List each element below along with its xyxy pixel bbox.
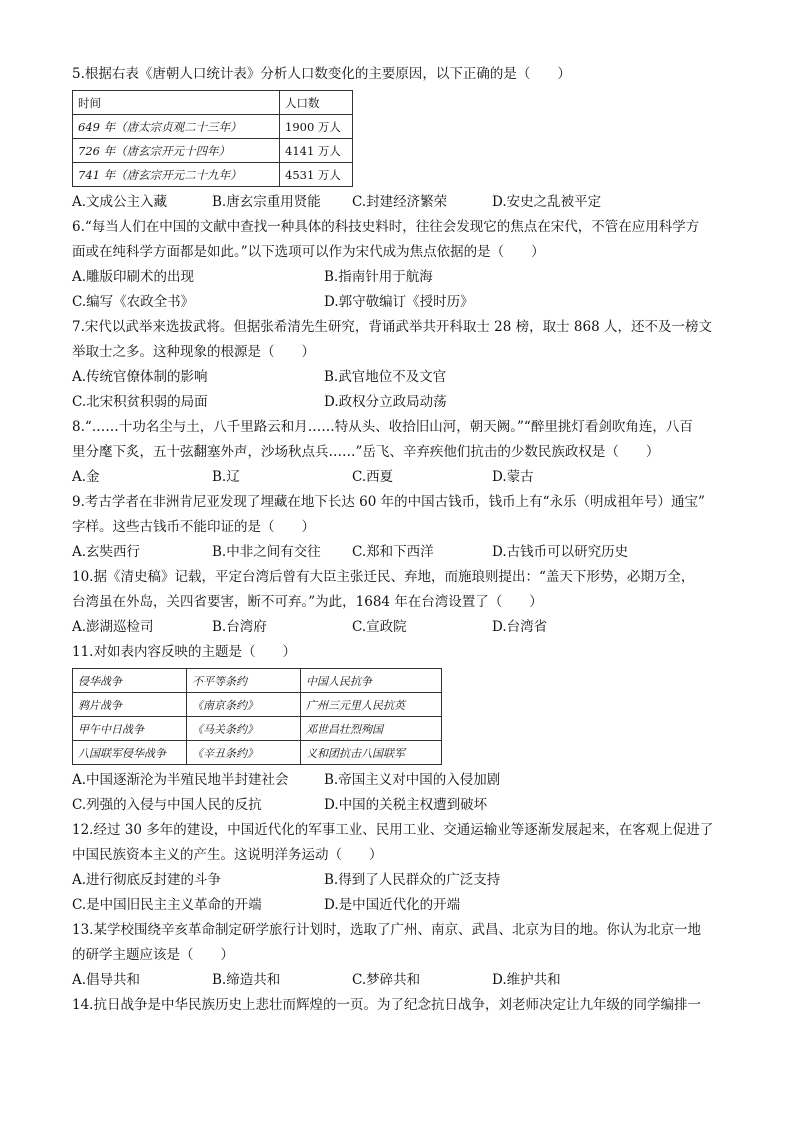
table-header-cell: 人口数 xyxy=(280,91,353,115)
option-d: D.安史之乱被平定 xyxy=(492,194,602,210)
table-header-cell: 侵华战争 xyxy=(73,669,187,693)
table-cell: 4531 万人 xyxy=(280,163,353,187)
question-8-options xyxy=(72,465,732,490)
option-d: D.郭守敬编订《授时历》 xyxy=(324,294,474,310)
table-cell: 《马关条约》 xyxy=(187,717,301,741)
option-c: C.是中国旧民主主义革命的开端 xyxy=(72,897,262,913)
question-5-stem: 5.根据右表《唐朝人口统计表》分析人口数变化的主要原因，以下正确的是（ ） xyxy=(72,66,571,82)
option-b: B.辽 xyxy=(212,469,240,485)
option-b: B.唐玄宗重用贤能 xyxy=(212,194,321,210)
option-c: C.宣政院 xyxy=(352,619,407,635)
table-header-row xyxy=(73,91,353,115)
option-d: D.政权分立政局动荡 xyxy=(324,394,447,410)
question-7-options-row2 xyxy=(72,390,732,415)
table-cell: 《南京条约》 xyxy=(187,693,301,717)
option-b: B.帝国主义对中国的入侵加剧 xyxy=(324,772,501,788)
stem-line: 字样。这些古钱币不能印证的是（ ） xyxy=(72,519,315,535)
option-c: C.编写《农政全书》 xyxy=(72,294,195,310)
stem-line: 举取士之多。这种现象的根源是（ ） xyxy=(72,344,315,360)
question-9-options xyxy=(72,540,732,565)
table-cell: 八国联军侵华战争 xyxy=(73,741,187,765)
option-b: B.台湾府 xyxy=(212,619,267,635)
option-b: B.得到了人民群众的广泛支持 xyxy=(324,872,501,888)
question-14-stem: 14.抗日战争是中华民族历史上悲壮而辉煌的一页。为了纪念抗日战争，刘老师决定让九年级的同学编排一 xyxy=(72,997,701,1013)
option-d: D.古钱币可以研究历史 xyxy=(492,544,629,560)
option-c: C.北宋积贫积弱的局面 xyxy=(72,394,208,410)
option-d: D.是中国近代化的开端 xyxy=(324,897,461,913)
stem-line: 9.考古学者在非洲肯尼亚发现了埋藏在地下长达 60 年的中国古钱币，钱币上有“永乐（明成祖年号）通宝” xyxy=(72,494,705,510)
stem-line: 中国民族资本主义的产生。这说明洋务运动（ ） xyxy=(72,847,383,863)
option-a: A.倡导共和 xyxy=(72,972,141,988)
option-d: D.中国的关税主权遭到破坏 xyxy=(324,797,488,813)
table-cell: 鸦片战争 xyxy=(73,693,187,717)
option-c: C.郑和下西洋 xyxy=(352,544,434,560)
stem-line: 台湾虽在外岛，关四省要害，断不可弃。”为此，1684 年在台湾设置了（ ） xyxy=(72,594,543,610)
option-b: B.缔造共和 xyxy=(212,972,281,988)
table-row xyxy=(73,139,353,163)
question-11-options-row2 xyxy=(72,793,732,818)
table-row xyxy=(73,717,442,741)
option-a: A.玄奘西行 xyxy=(72,544,141,560)
table-cell: 广州三元里人民抗英 xyxy=(301,693,442,717)
option-d: D.维护共和 xyxy=(492,972,561,988)
question-5-options xyxy=(72,190,732,215)
question-7-stem xyxy=(72,315,732,365)
table-cell: 726 年（唐玄宗开元十四年） xyxy=(73,139,280,163)
table-header-cell: 时间 xyxy=(73,91,280,115)
question-11-options-row1 xyxy=(72,768,732,793)
table-header-cell: 不平等条约 xyxy=(187,669,301,693)
option-b: B.指南针用于航海 xyxy=(324,269,433,285)
table-cell: 741 年（唐玄宗开元二十九年） xyxy=(73,163,280,187)
stem-line: 6.“每当人们在中国的文献中查找一种具体的科技史料时，往往会发现它的焦点在宋代，不管在应用科学方 xyxy=(72,219,700,235)
question-11-stem: 11.对如表内容反映的主题是（ ） xyxy=(72,644,296,660)
option-b: B.武官地位不及文官 xyxy=(324,369,447,385)
stem-line: 7.宋代以武举来选拔武将。但据张希清先生研究，背诵武举共开科取士 28 榜，取士 868 人，还不及一榜文 xyxy=(72,319,712,335)
table-cell: 4141 万人 xyxy=(280,139,353,163)
option-c: C.西夏 xyxy=(352,469,394,485)
question-12-options-row1 xyxy=(72,868,732,893)
table-header-row xyxy=(73,669,442,693)
option-a: A.传统官僚体制的影响 xyxy=(72,369,208,385)
option-a: A.文成公主入藏 xyxy=(72,194,168,210)
stem-line: 面或在纯科学方面都是如此。”以下选项可以作为宋代成为焦点依据的是（ ） xyxy=(72,244,545,260)
table-cell: 《辛丑条约》 xyxy=(187,741,301,765)
question-8-stem xyxy=(72,415,732,465)
question-12-stem xyxy=(72,818,732,868)
table-cell: 甲午中日战争 xyxy=(73,717,187,741)
question-13-options xyxy=(72,968,732,993)
option-c: C.封建经济繁荣 xyxy=(352,194,448,210)
table-cell: 邓世昌壮烈殉国 xyxy=(301,717,442,741)
option-a: A.澎湖巡检司 xyxy=(72,619,154,635)
question-10-stem xyxy=(72,565,732,615)
question-13-stem xyxy=(72,918,732,968)
option-a: A.中国逐渐沦为半殖民地半封建社会 xyxy=(72,772,289,788)
question-6-stem xyxy=(72,215,732,265)
tang-population-table xyxy=(72,90,353,187)
option-d: D.蒙古 xyxy=(492,469,534,485)
question-10-options xyxy=(72,615,732,640)
stem-line: 里分麾下炙，五十弦翻塞外声，沙场秋点兵……”岳飞、辛弃疾他们抗击的少数民族政权是（ ） xyxy=(72,444,660,460)
stem-line: 13.某学校围绕辛亥革命制定研学旅行计划时，选取了广州、南京、武昌、北京为目的地。你认为北京一地 xyxy=(72,922,701,938)
table-cell: 义和团抗击八国联军 xyxy=(301,741,442,765)
table-row xyxy=(73,741,442,765)
question-6-options-row2 xyxy=(72,290,732,315)
option-a: A.雕版印刷术的出现 xyxy=(72,269,195,285)
option-a: A.进行彻底反封建的斗争 xyxy=(72,872,222,888)
table-header-cell: 中国人民抗争 xyxy=(301,669,442,693)
option-b: B.中非之间有交往 xyxy=(212,544,321,560)
question-6-options-row1 xyxy=(72,265,732,290)
option-c: C.梦碎共和 xyxy=(352,972,421,988)
option-c: C.列强的入侵与中国人民的反抗 xyxy=(72,797,262,813)
invasion-resistance-table xyxy=(72,668,442,765)
table-cell: 1900 万人 xyxy=(280,115,353,139)
option-a: A.金 xyxy=(72,469,100,485)
stem-line: 10.据《清史稿》记载，平定台湾后曾有大臣主张迁民、弃地，而施琅则提出：“盖天下形势，必期万全， xyxy=(72,569,695,585)
question-7-options-row1 xyxy=(72,365,732,390)
option-d: D.台湾省 xyxy=(492,619,548,635)
question-9-stem xyxy=(72,490,732,540)
stem-line: 12.经过 30 多年的建设，中国近代化的军事工业、民用工业、交通运输业等逐渐发展起来，在客观上促进了 xyxy=(72,822,714,838)
table-row xyxy=(73,693,442,717)
table-row xyxy=(73,163,353,187)
table-cell: 649 年（唐太宗贞观二十三年） xyxy=(73,115,280,139)
stem-line: 的研学主题应该是（ ） xyxy=(72,947,234,963)
exam-page xyxy=(72,62,732,1018)
question-12-options-row2 xyxy=(72,893,732,918)
table-row xyxy=(73,115,353,139)
stem-line: 8.“……十功名尘与土，八千里路云和月……特从头、收拾旧山河，朝天阙。”“醉里挑灯看剑吹角连，八百 xyxy=(72,419,693,435)
